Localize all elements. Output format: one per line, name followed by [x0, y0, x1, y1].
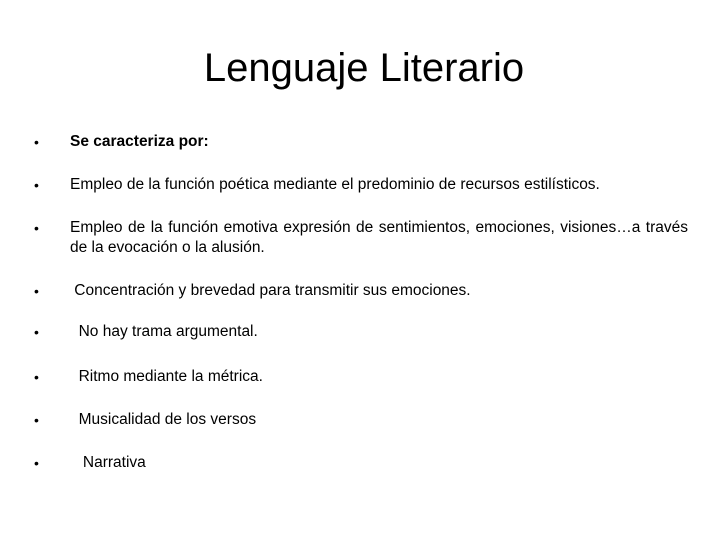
- bullet-text: Ritmo mediante la métrica.: [70, 368, 263, 385]
- bullet-text: Empleo de la función emotiva expresión de sentimientos, emociones, visiones…a través de la evocación o la alusión.: [70, 219, 688, 256]
- bullet-icon: •: [34, 134, 39, 150]
- bullet-icon: •: [34, 283, 39, 299]
- bullet-icon: •: [34, 412, 39, 428]
- bullet-icon: •: [34, 369, 39, 385]
- bullet-text: Narrativa: [70, 454, 146, 471]
- bullet-text: Musicalidad de los versos: [70, 411, 257, 428]
- bullet-icon: •: [34, 324, 39, 340]
- bullet-icon: •: [34, 220, 39, 236]
- bullet-text: No hay trama argumental.: [70, 323, 258, 340]
- bullet-text: Empleo de la función poética mediante el predominio de recursos estilísticos.: [70, 176, 600, 193]
- slide-title: Lenguaje Literario: [203, 46, 525, 90]
- bullet-icon: •: [34, 455, 39, 471]
- bullet-text: Concentración y brevedad para transmitir sus emociones.: [70, 282, 471, 299]
- bullet-icon: •: [34, 177, 39, 193]
- bullet-text: Se caracteriza por:: [70, 133, 209, 150]
